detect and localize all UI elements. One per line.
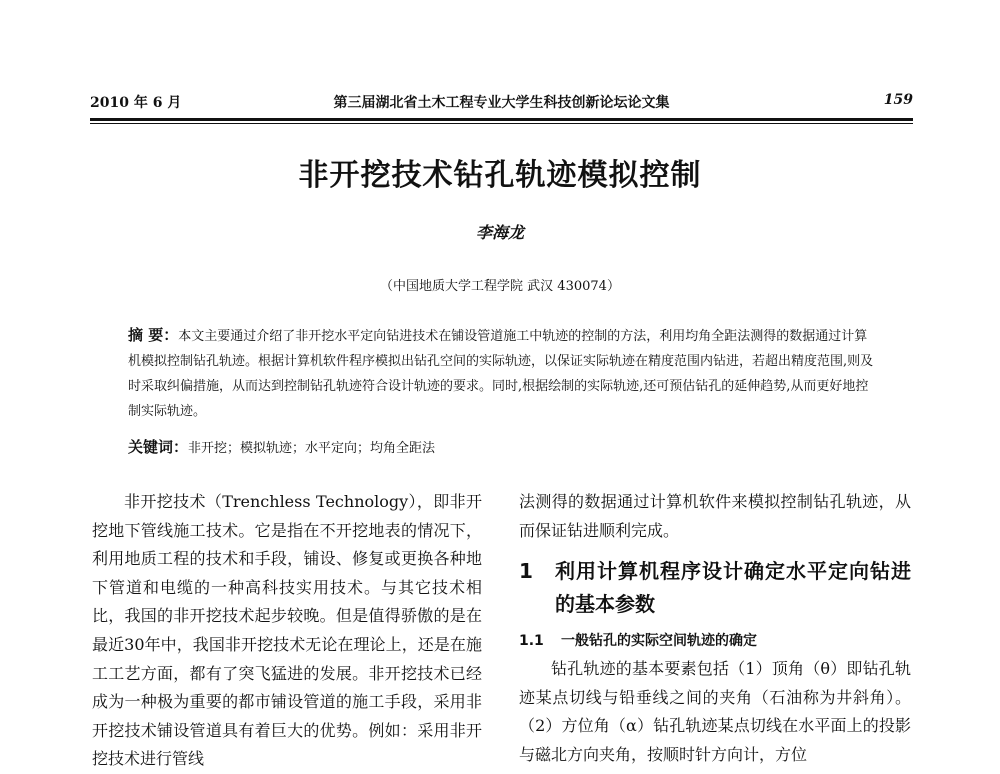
section-heading [519, 555, 911, 621]
section-number: 1 [519, 559, 533, 584]
abstract-text: 本文主要通过介绍了非开挖水平定向钻进技术在铺设管道施工中轨迹的控制的方法，利用均角全距法测得的数据通过计算机模拟控制钻孔轨迹。根据计算机软件程序模拟出钻孔空间的实际轨迹，以保证实际轨迹在精度范围内钻进，若超出精度范围,则及时采取纠偏措施，从而达到控制钻孔轨迹符合设计轨迹的要求。同时,根据绘制的实际轨迹,还可预估钻孔的延伸趋势,从而更好地控制实际轨迹。 [128, 329, 874, 419]
paper-title: 非开挖技术钻孔轨迹模拟控制 [298, 158, 702, 193]
keywords-label: 关键词： [128, 438, 189, 456]
intro-paragraph-continued: 法测得的数据通过计算机软件来模拟控制钻孔轨迹，从而保证钻进顺利完成。 [519, 492, 911, 540]
intro-paragraph: 非开挖技术（Trenchless Technology），即非开挖地下管线施工技术。它是指在不开挖地表的情况下，利用地质工程的技术和手段，铺设、修复或更换各种地下管道和电缆的一种高科技实用技术。与其它技术相比，我国的非开挖技术起步较晚。但是值得骄傲的是在最近30年中，我国非开挖技术无论在理论上，还是在施工工艺方面，都有了突飞猛进的发展。非开挖技术已经成为一种极为重要的都市铺设管道的施工手段，采用非开挖技术铺设管道具有着巨大的优势。例如：采用非开挖技术进行管线 [92, 492, 482, 769]
body-column-right [519, 488, 911, 770]
abstract [128, 323, 875, 424]
author: 李海龙 [475, 223, 524, 242]
abstract-label: 摘 要： [128, 326, 179, 344]
subsection-heading [519, 629, 911, 653]
keywords-text: 非开挖；模拟轨迹；水平定向；均角全距法 [188, 441, 436, 456]
header-page-number: 159 [883, 92, 913, 108]
running-header [90, 92, 913, 116]
header-journal: 第三届湖北省土木工程专业大学生科技创新论坛论文集 [333, 95, 670, 111]
header-rule-thin [90, 123, 913, 124]
body-column-left [92, 488, 482, 774]
subsection-title: 一般钻孔的实际空间轨迹的确定 [561, 633, 757, 650]
subsection-number: 1.1 [519, 633, 544, 650]
keywords [128, 436, 875, 460]
header-date: 2010 年 6 月 [90, 95, 182, 111]
header-rule-thick [90, 118, 913, 121]
subsection-paragraph: 钻孔轨迹的基本要素包括（1）顶角（θ）即钻孔轨迹某点切线与铅垂线之间的夹角（石油称为井斜角）。（2）方位角（α）钻孔轨迹某点切线在水平面上的投影与磁北方向夹角，按顺时针方向计，方位 [519, 659, 911, 764]
section-title: 利用计算机程序设计确定水平定向钻进的基本参数 [555, 559, 911, 617]
affiliation: （中国地质大学工程学院 武汉 430074） [380, 279, 620, 294]
